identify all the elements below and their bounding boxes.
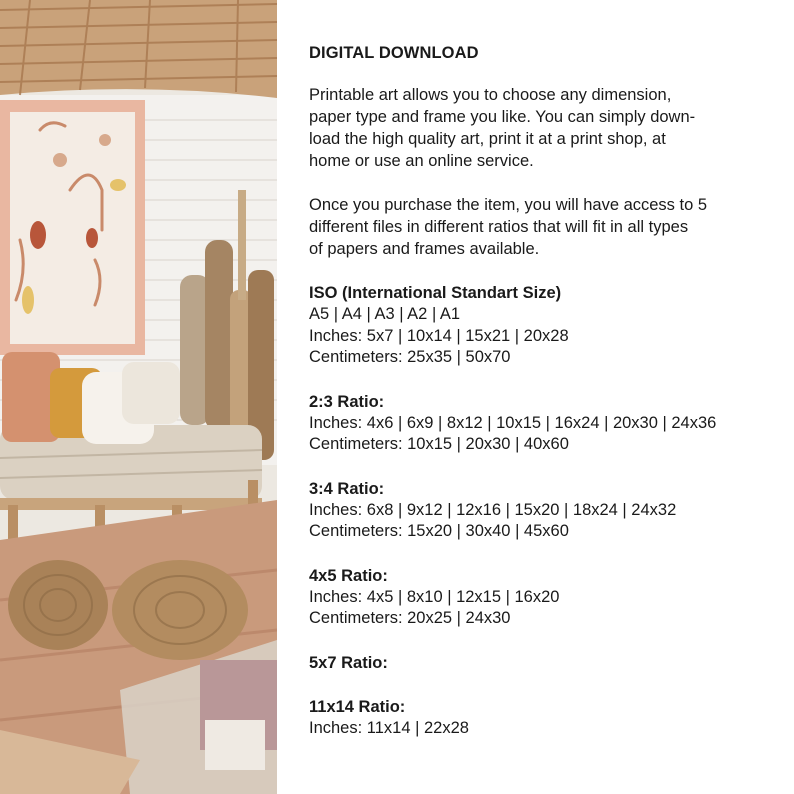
size-list — [309, 282, 769, 739]
description — [309, 84, 769, 260]
size-section — [309, 282, 769, 369]
size-section — [309, 565, 769, 630]
size-section — [309, 478, 769, 543]
info-panel — [309, 44, 769, 761]
size-line: A5 | A4 | A3 | A2 | A1 — [309, 305, 461, 323]
section-title: 4x5 Ratio: — [309, 566, 388, 585]
size-line: Centimeters: 20x25 | 24x30 — [309, 609, 511, 627]
size-line: Centimeters: 25x35 | 50x70 — [309, 348, 511, 366]
description-paragraph — [309, 194, 769, 260]
description-line: of papers and frames available. — [309, 240, 540, 258]
description-line: Printable art allows you to choose any dimension, — [309, 86, 672, 104]
description-line: home or use an online service. — [309, 152, 534, 170]
section-title: 2:3 Ratio: — [309, 392, 385, 411]
section-title: 11x14 Ratio: — [309, 697, 406, 716]
size-section — [309, 652, 769, 674]
size-line: Inches: 4x6 | 6x9 | 8x12 | 10x15 | 16x24 | 20x30 | 24x36 — [309, 413, 717, 432]
description-line: load the high quality art, print it at a print shop, at — [309, 130, 666, 148]
room-photo — [0, 0, 277, 794]
section-title: 3:4 Ratio: — [309, 479, 385, 498]
description-paragraph — [309, 84, 769, 172]
size-line: Inches: 6x8 | 9x12 | 12x16 | 15x20 | 18x24 | 24x32 — [309, 500, 677, 519]
size-line: Centimeters: 15x20 | 30x40 | 45x60 — [309, 522, 569, 540]
page-title: DIGITAL DOWNLOAD — [309, 44, 479, 62]
description-line: Once you purchase the item, you will have access to 5 — [309, 196, 708, 214]
size-line: Centimeters: 10x15 | 20x30 | 40x60 — [309, 435, 569, 453]
size-section — [309, 696, 769, 740]
section-title: 5x7 Ratio: — [309, 653, 388, 672]
description-line: paper type and frame you like. You can simply down- — [309, 108, 696, 126]
size-line: Inches: 11x14 | 22x28 — [309, 718, 469, 737]
size-line: Inches: 4x5 | 8x10 | 12x15 | 16x20 — [309, 587, 560, 606]
size-section — [309, 391, 769, 456]
size-line: Inches: 5x7 | 10x14 | 15x21 | 20x28 — [309, 326, 569, 345]
description-line: different files in different ratios that will fit in all types — [309, 218, 689, 236]
section-title: ISO (International Standart Size) — [309, 284, 562, 302]
